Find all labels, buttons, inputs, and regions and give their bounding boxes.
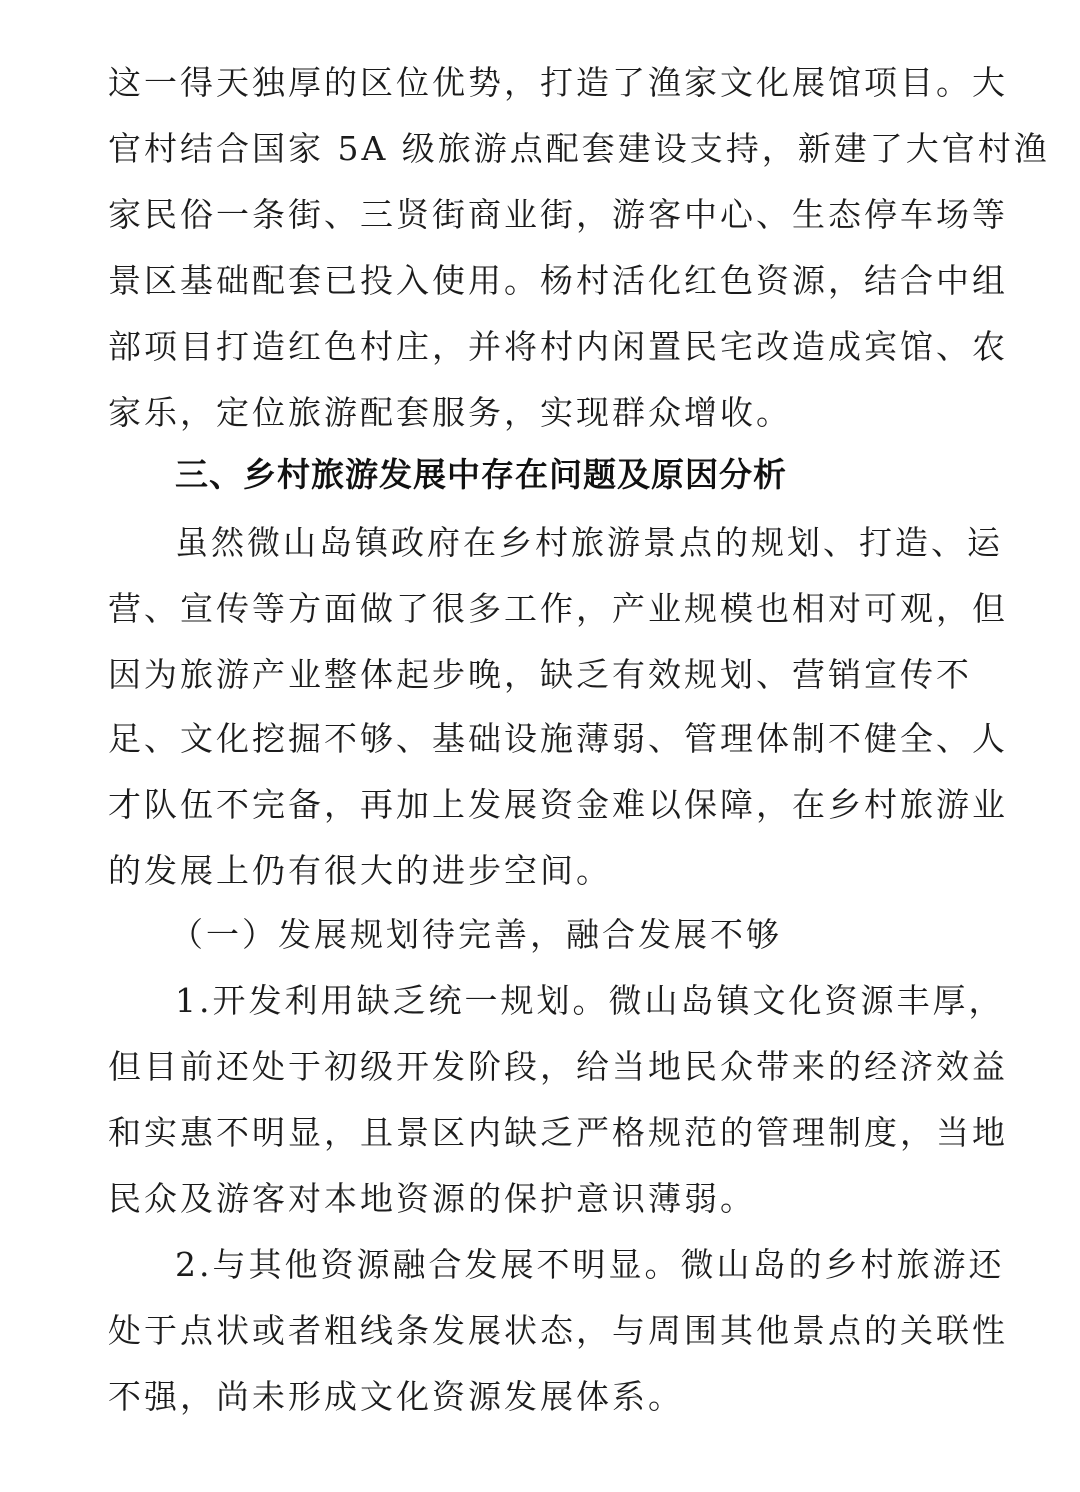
paragraph-intro-line: 部项目打造红色村庄，并将村内闲置民宅改造成宾馆、农 [108, 327, 1008, 366]
paragraph-analysis-line: 因为旅游产业整体起步晚，缺乏有效规划、营销宣传不 [108, 655, 972, 694]
paragraph-intro-line: 这一得天独厚的区位优势，打造了渔家文化展馆项目。大 [108, 63, 1008, 102]
paragraph-intro-line: 景区基础配套已投入使用。杨村活化红色资源，结合中组 [108, 261, 1008, 300]
item-one-line: 民众及游客对本地资源的保护意识薄弱。 [108, 1179, 756, 1218]
item-two-line: 2.与其他资源融合发展不明显。微山岛的乡村旅游还 [175, 1245, 1005, 1284]
paragraph-analysis-line: 虽然微山岛镇政府在乡村旅游景点的规划、打造、运 [175, 523, 1003, 562]
item-one-line: 和实惠不明显，且景区内缺乏严格规范的管理制度，当地 [108, 1113, 1008, 1152]
paragraph-analysis-line: 营、宣传等方面做了很多工作，产业规模也相对可观，但 [108, 589, 1008, 628]
paragraph-analysis-line: 的发展上仍有很大的进步空间。 [108, 851, 612, 890]
paragraph-intro-line: 家乐，定位旅游配套服务，实现群众增收。 [108, 393, 792, 432]
paragraph-intro-line: 官村结合国家 5A 级旅游点配套建设支持，新建了大官村渔 [108, 129, 1050, 168]
item-one-line: 1.开发利用缺乏统一规划。微山岛镇文化资源丰厚， [175, 981, 1005, 1020]
item-two-line: 不强，尚未形成文化资源发展体系。 [108, 1377, 684, 1416]
subheading-one: （一）发展规划待完善，融合发展不够 [170, 915, 782, 954]
paragraph-analysis-line: 才队伍不完备，再加上发展资金难以保障，在乡村旅游业 [108, 785, 1008, 824]
paragraph-analysis-line: 足、文化挖掘不够、基础设施薄弱、管理体制不健全、人 [108, 719, 1008, 758]
item-two-line: 处于点状或者粗线条发展状态，与周围其他景点的关联性 [108, 1311, 1008, 1350]
paragraph-intro-line: 家民俗一条街、三贤街商业街，游客中心、生态停车场等 [108, 195, 1008, 234]
item-one-line: 但目前还处于初级开发阶段，给当地民众带来的经济效益 [108, 1047, 1008, 1086]
section-heading: 三、乡村旅游发展中存在问题及原因分析 [175, 455, 787, 494]
